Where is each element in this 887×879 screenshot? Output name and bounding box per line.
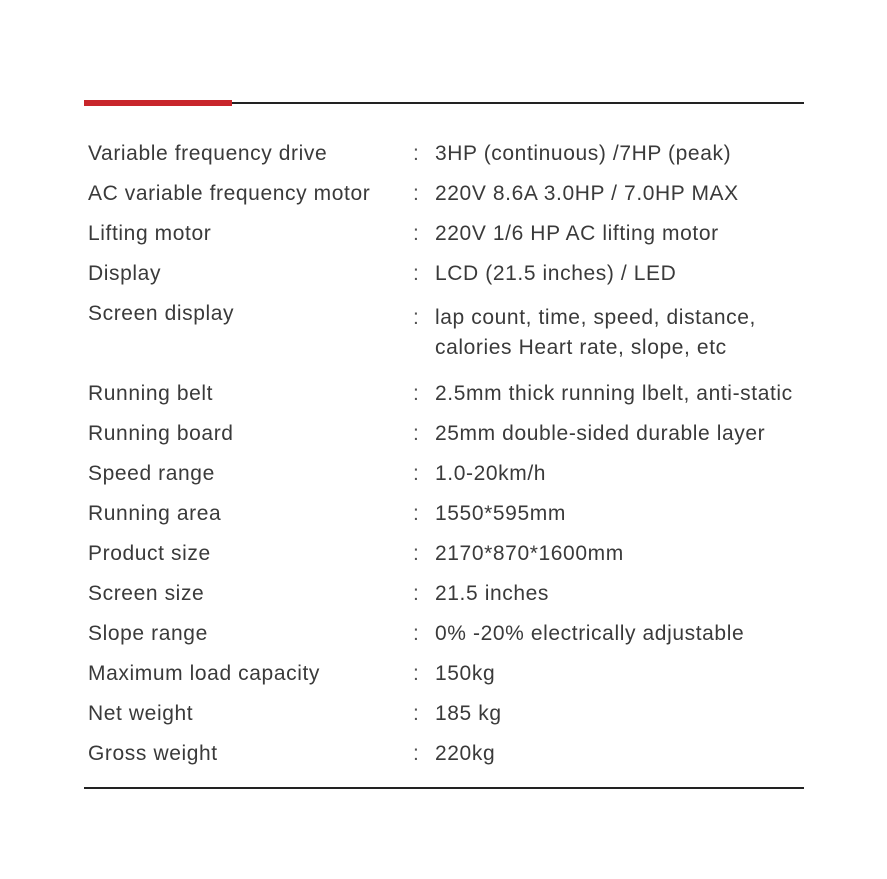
spec-label: Net weight: [88, 702, 194, 725]
spec-separator: :: [413, 542, 420, 565]
spec-separator: :: [413, 422, 420, 445]
spec-row-gross-weight: [88, 739, 804, 769]
spec-separator: :: [413, 622, 420, 645]
spec-row-screen-size: [88, 579, 804, 609]
spec-separator: :: [413, 306, 420, 329]
spec-row-running-belt: [88, 379, 804, 409]
spec-row-screen-display: [88, 299, 804, 363]
spec-value: 25mm double-sided durable layer: [435, 422, 766, 445]
spec-row-max-load: [88, 659, 804, 689]
spec-value: 220V 8.6A 3.0HP / 7.0HP MAX: [435, 182, 739, 205]
spec-value: 1.0-20km/h: [435, 462, 547, 485]
spec-separator: :: [413, 582, 420, 605]
top-accent-bar: [84, 100, 232, 106]
spec-label: Lifting motor: [88, 222, 212, 245]
spec-label: Display: [88, 262, 162, 285]
spec-separator: :: [413, 742, 420, 765]
spec-label: Speed range: [88, 462, 215, 485]
spec-row-product-size: [88, 539, 804, 569]
spec-row-running-area: [88, 499, 804, 529]
spec-row-display: [88, 259, 804, 289]
spec-separator: :: [413, 502, 420, 525]
spec-separator: :: [413, 262, 420, 285]
spec-label: Running belt: [88, 382, 214, 405]
spec-separator: :: [413, 702, 420, 725]
spec-value: 3HP (continuous) /7HP (peak): [435, 142, 732, 165]
spec-table: [88, 139, 804, 779]
spec-value: [435, 299, 804, 363]
spec-separator: :: [413, 222, 420, 245]
spec-separator: :: [413, 182, 420, 205]
spec-value: 220kg: [435, 742, 496, 765]
spec-value: 2.5mm thick running lbelt, anti-static: [435, 382, 793, 405]
spec-separator: :: [413, 142, 420, 165]
spec-label: Running area: [88, 502, 222, 525]
spec-row-variable-frequency-drive: [88, 139, 804, 169]
spec-separator: :: [413, 662, 420, 685]
spec-separator: :: [413, 382, 420, 405]
spec-label: Maximum load capacity: [88, 662, 321, 685]
spec-label: Slope range: [88, 622, 208, 645]
spec-value-line: calories Heart rate, slope, etc: [435, 336, 727, 359]
spec-value: 220V 1/6 HP AC lifting motor: [435, 222, 719, 245]
bottom-divider: [84, 787, 804, 789]
spec-label: Running board: [88, 422, 234, 445]
spec-value: LCD (21.5 inches) / LED: [435, 262, 677, 285]
spec-label: Gross weight: [88, 742, 218, 765]
spec-row-lifting-motor: [88, 219, 804, 249]
spec-label: Product size: [88, 542, 211, 565]
spec-label: AC variable frequency motor: [88, 182, 371, 205]
spec-label: Variable frequency drive: [88, 142, 328, 165]
spec-row-running-board: [88, 419, 804, 449]
spec-label: Screen size: [88, 582, 205, 605]
spec-value: 185 kg: [435, 702, 502, 725]
spec-value: 21.5 inches: [435, 582, 550, 605]
spec-row-speed-range: [88, 459, 804, 489]
spec-value: 0% -20% electrically adjustable: [435, 622, 745, 645]
spec-value-line: lap count, time, speed, distance,: [435, 306, 756, 329]
spec-value: 150kg: [435, 662, 496, 685]
spec-row-net-weight: [88, 699, 804, 729]
spec-row-ac-motor: [88, 179, 804, 209]
spec-value: 2170*870*1600mm: [435, 542, 624, 565]
spec-label: Screen display: [88, 302, 235, 325]
spec-value: 1550*595mm: [435, 502, 566, 525]
spec-row-slope-range: [88, 619, 804, 649]
spec-separator: :: [413, 462, 420, 485]
